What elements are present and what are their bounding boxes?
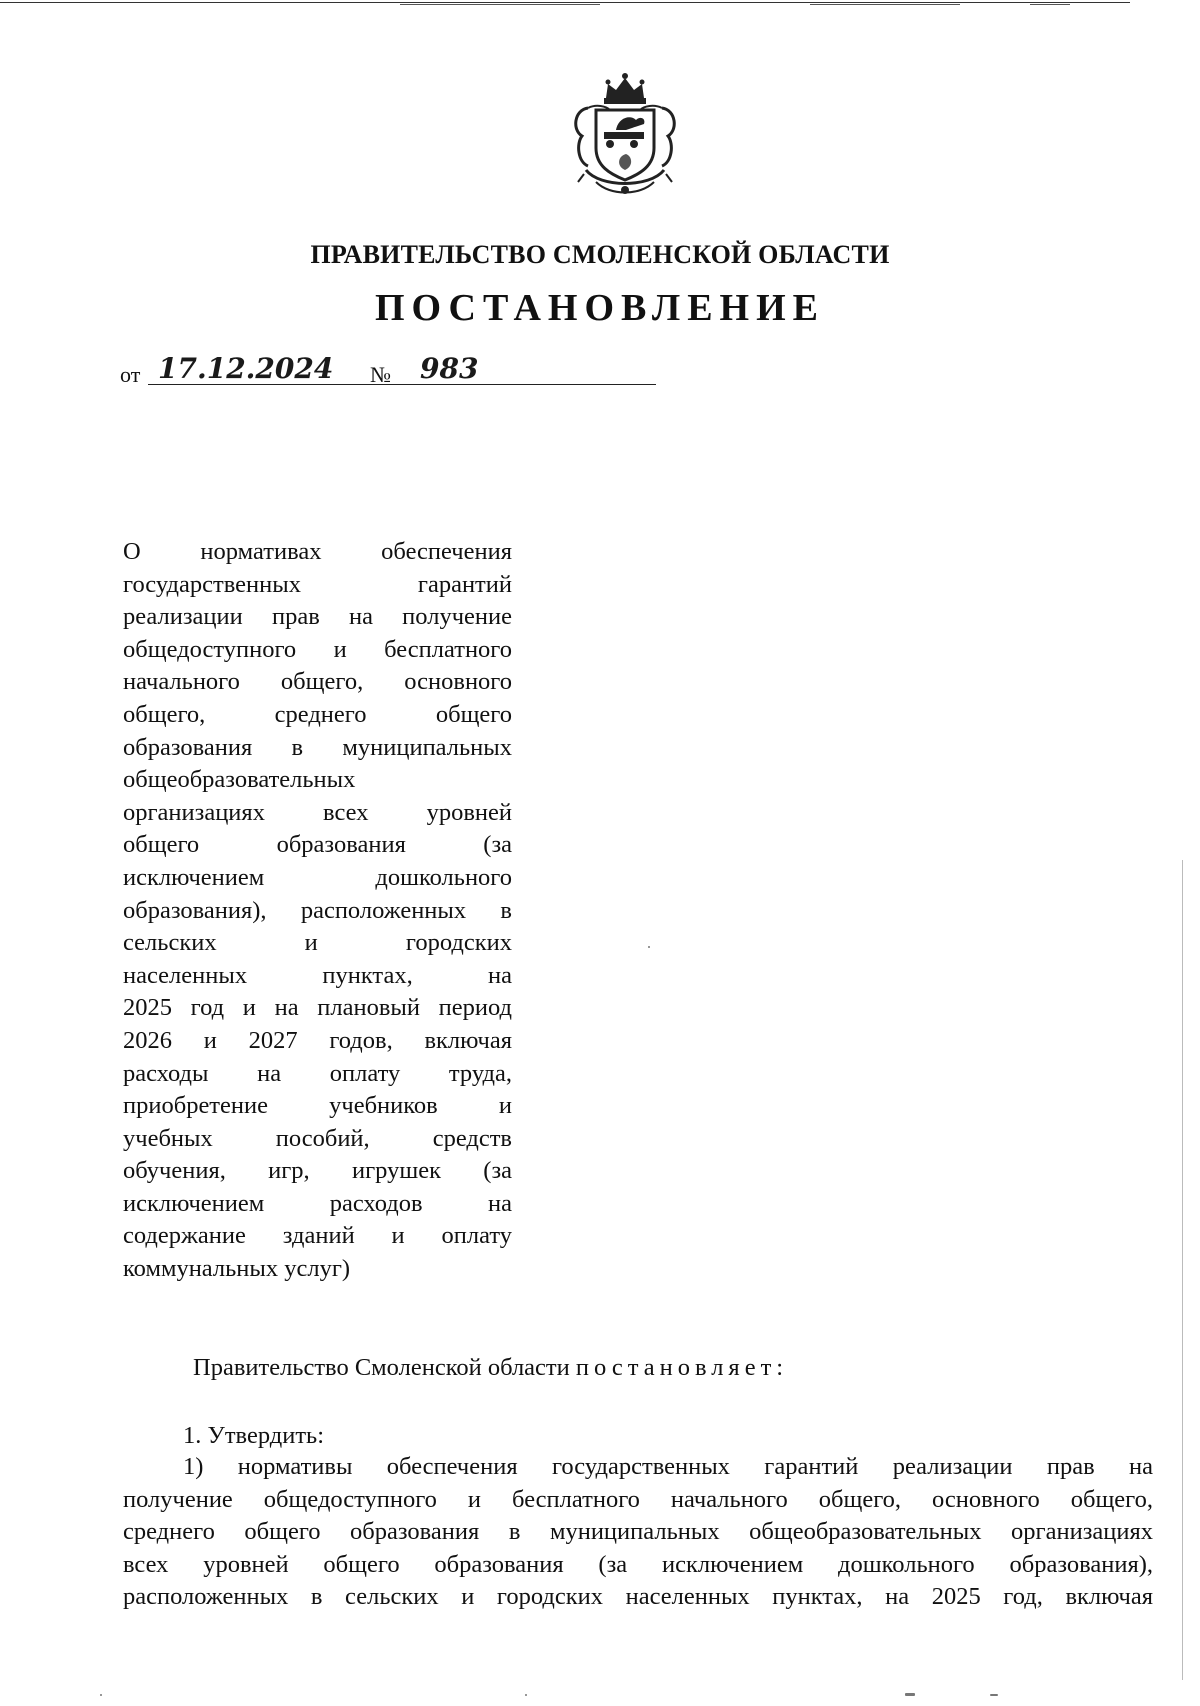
subject-line: населенных пунктах, на [123, 961, 512, 989]
scan-speck [648, 946, 650, 948]
resolution-body [123, 1451, 1153, 1614]
scan-edge-mark [400, 4, 600, 5]
body-line: получение общедоступного и бесплатного начального общего, основного общего, [123, 1485, 1153, 1513]
body-line: 1) нормативы обеспечения государственных гарантий реализации прав на [183, 1453, 1153, 1480]
body-line: расположенных в сельских и городских населенных пунктах, на 2025 год, включая [123, 1583, 1153, 1611]
document-type-title: ПОСТАНОВЛЕНИЕ [374, 287, 826, 329]
subject-line: общеобразовательных [123, 766, 356, 794]
subject-line: начального общего, основного [123, 668, 512, 696]
subject-line: организациях всех уровней [123, 798, 512, 826]
scan-edge-line [0, 2, 1130, 3]
subject-line: обучения, игр, игрушек (за [123, 1157, 512, 1185]
body-line: всех уровней общего образования (за исключением дошкольного образования), [123, 1550, 1153, 1578]
body-line: среднего общего образования в муниципальных общеобразовательных организациях [123, 1518, 1153, 1546]
subject-line: общего, среднего общего [123, 700, 512, 728]
subject-line: образования), расположенных в [123, 896, 512, 924]
resolution-lead: Правительство Смоленской области [193, 1354, 570, 1381]
scan-edge-line [1182, 860, 1183, 1680]
item-1-heading: 1. Утвердить: [183, 1422, 325, 1449]
date-value-handwritten: 17.12.2024 [158, 352, 334, 385]
subject-line: О нормативах обеспечения [123, 538, 512, 565]
smolensk-coat-of-arms-icon [566, 70, 684, 200]
subject-line: учебных пособий, средств [123, 1124, 512, 1152]
document-subject [123, 536, 512, 1286]
subject-line: общедоступного и бесплатного [123, 635, 512, 663]
resolution-verb: постановляет: [575, 1354, 789, 1381]
subject-line: государственных гарантий [123, 570, 512, 598]
subject-line: коммунальных услуг) [123, 1255, 351, 1283]
subject-line: 2025 год и на плановый период [123, 994, 512, 1022]
resolution-preamble [193, 1354, 788, 1382]
number-prefix: № [370, 362, 391, 387]
subject-line: сельских и городских [123, 929, 512, 957]
subject-line: приобретение учебников и [123, 1092, 512, 1120]
subject-line: исключением расходов на [123, 1189, 512, 1217]
organization-title: ПРАВИТЕЛЬСТВО СМОЛЕНСКОЙ ОБЛАСТИ [310, 240, 890, 269]
number-value-handwritten: 983 [420, 352, 479, 385]
subject-line: исключением дошкольного [123, 863, 512, 891]
scan-edge-mark [810, 4, 960, 5]
subject-line: общего образования (за [123, 831, 512, 859]
subject-line: 2026 и 2027 годов, включая [123, 1026, 512, 1054]
subject-line: образования в муниципальных [123, 733, 512, 761]
scan-edge-mark [1030, 4, 1070, 5]
subject-line: реализации прав на получение [123, 603, 512, 631]
subject-line: содержание зданий и оплату [123, 1222, 512, 1250]
scan-bottom-marks [0, 1692, 1200, 1698]
subject-line: расходы на оплату труда, [123, 1059, 512, 1087]
date-prefix: от [120, 362, 141, 387]
